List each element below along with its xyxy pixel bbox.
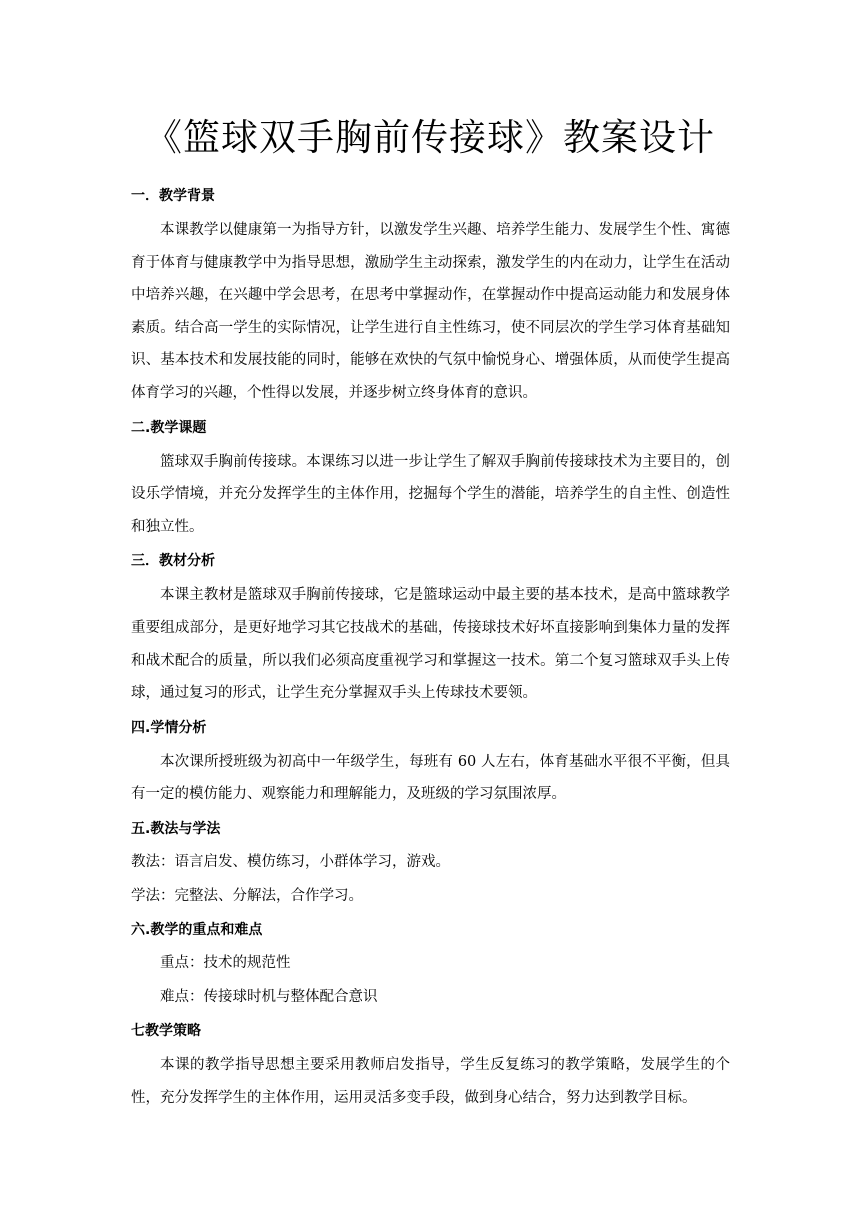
section-paragraph: 本次课所授班级为初高中一年级学生，每班有 60 人左右，体育基础水平很不平衡，但具有一定的模仿能力、观察能力和理解能力，及班级的学习氛围浓厚。 [131, 753, 730, 803]
section-student-analysis [131, 713, 730, 811]
section-heading: 一．教学背景 [131, 188, 215, 204]
section-teaching-background [131, 181, 730, 410]
section-paragraph: 本课教学以健康第一为指导方针，以激发学生兴趣、培养学生能力、发展学生个性、寓德育于体育与健康教学中为指导思想，激励学生主动探索，激发学生的内在动力，让学生在活动中培养兴趣，在兴趣中学会思考，在思考中掌握动作，在掌握动作中提高运动能力和发展身体素质。结合高一学生的实际情况，让学生进行自主性练习，使不同层次的学生学习体育基础知识、基本技术和发展技能的同时，能够在欢快的气氛中愉悦身心、增强体质，从而使学生提高体育学习的兴趣，个性得以发展，并逐步树立终身体育的意识。 [131, 222, 730, 401]
section-heading: 四.学情分析 [131, 719, 207, 736]
section-teaching-strategy [131, 1016, 730, 1114]
section-heading: 七教学策略 [131, 1022, 201, 1039]
section-paragraph: 本课主教材是篮球双手胸前传接球，它是篮球运动中最主要的基本技术，是高中篮球教学重要组成部分，是更好地学习其它技战术的基础，传接球技术好坏直接影响到集体力量的发挥和战术配合的质量，所以我们必须高度重视学习和掌握这一技术。第二个复习篮球双手头上传球，通过复习的形式，让学生充分掌握双手头上传球技术要领。 [131, 587, 730, 702]
section-heading: 三．教材分析 [131, 553, 215, 570]
section-methods [131, 814, 730, 912]
learning-method-line: 学法：完整法、分解法，合作学习。 [131, 887, 363, 904]
section-paragraph: 本课的教学指导思想主要采用教师启发指导，学生反复练习的教学策略，发展学生的个性，充分发挥学生的主体作用，运用灵活多变手段，做到身心结合，努力达到教学目标。 [131, 1056, 730, 1106]
section-heading: 二.教学课题 [131, 419, 207, 436]
document-title: 《篮球双手胸前传接球》教案设计 [145, 116, 715, 159]
section-heading: 五.教法与学法 [131, 820, 221, 837]
key-point-line: 重点：技术的规范性 [160, 954, 291, 971]
section-heading: 六.教学的重点和难点 [131, 921, 263, 938]
section-key-points [131, 915, 730, 1013]
teaching-method-line: 教法：语言启发、模仿练习，小群体学习，游戏。 [131, 853, 450, 870]
document-body [131, 181, 730, 1117]
section-teaching-topic [131, 413, 730, 544]
difficulty-line: 难点：传接球时机与整体配合意识 [160, 988, 378, 1005]
section-paragraph: 篮球双手胸前传接球。本课练习以进一步让学生了解双手胸前传接球技术为主要目的，创设乐学情境，并充分发挥学生的主体作用，挖掘每个学生的潜能，培养学生的自主性、创造性和独立性。 [131, 453, 730, 535]
section-material-analysis [131, 546, 730, 709]
